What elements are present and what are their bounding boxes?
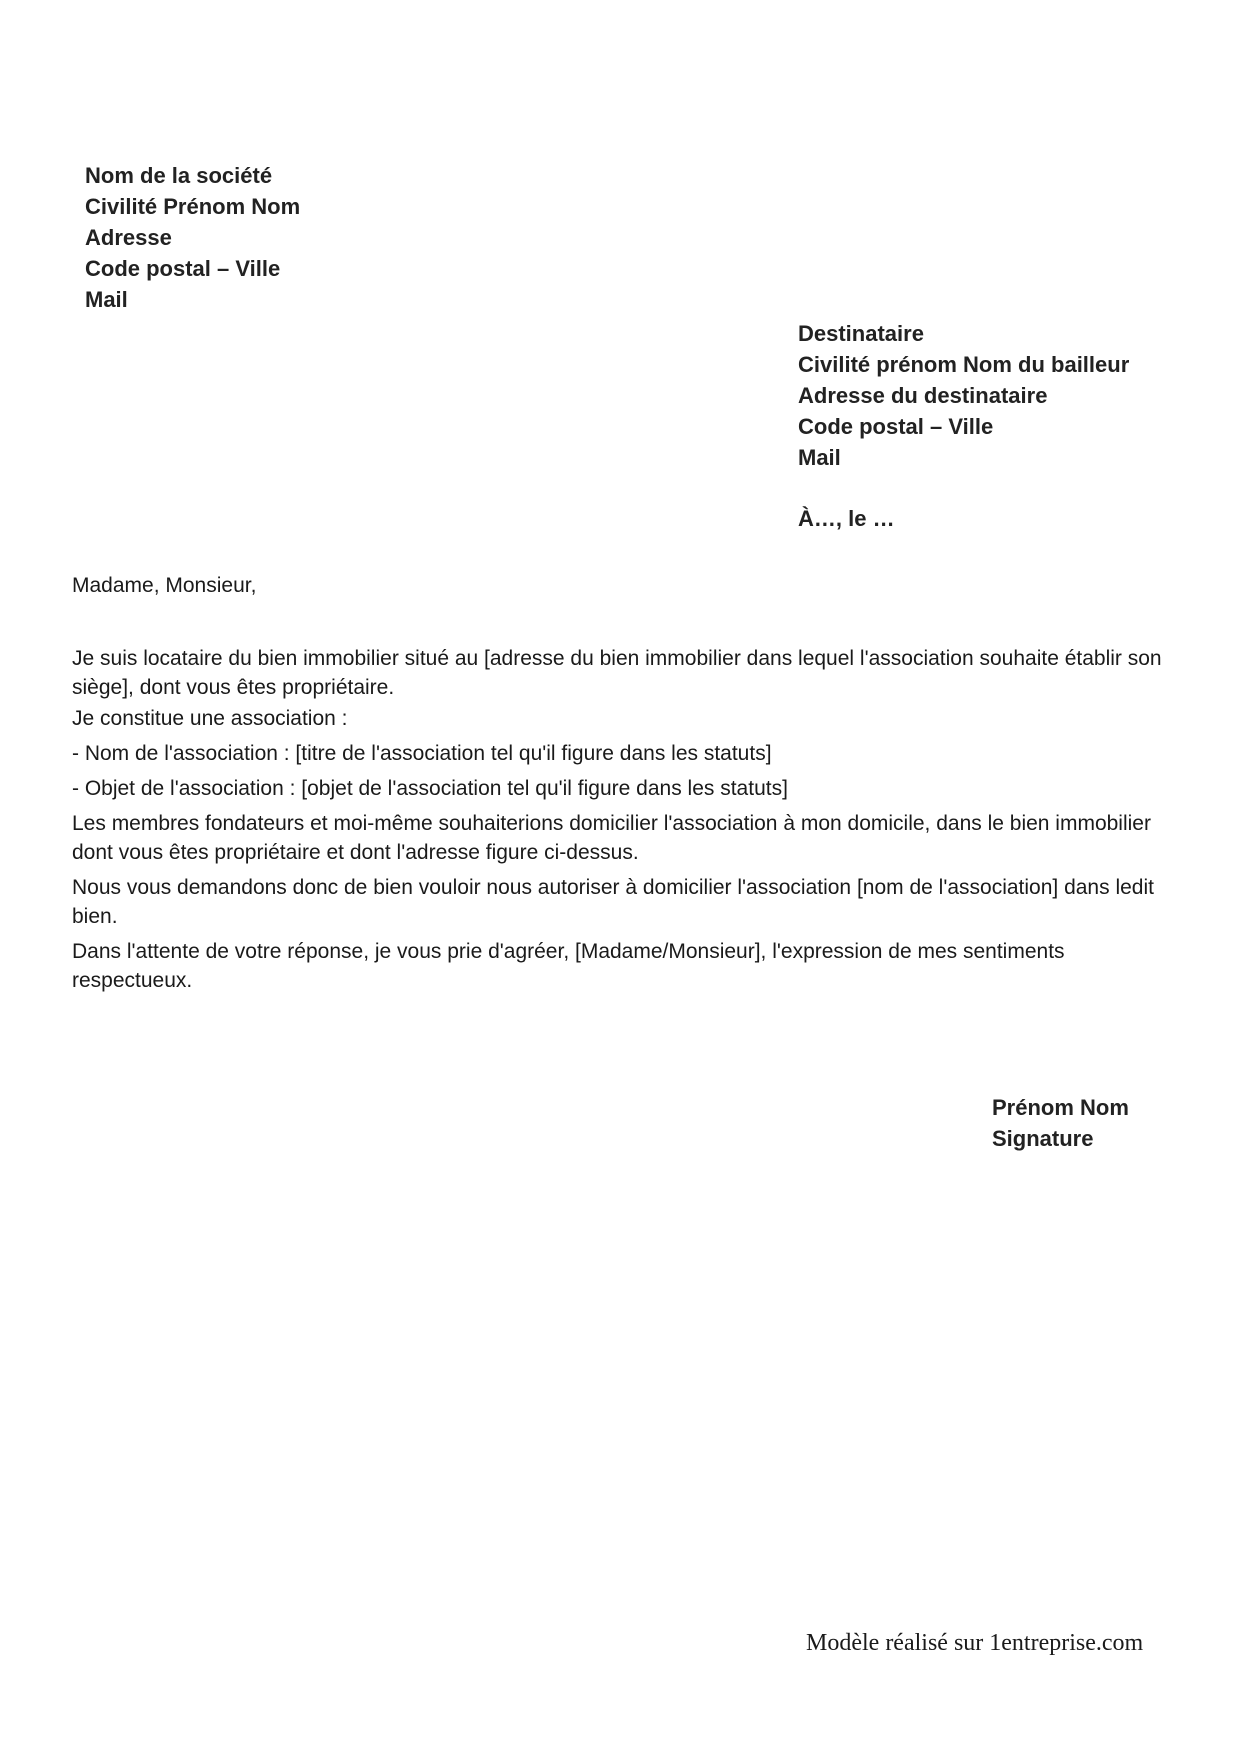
signature-label: Signature: [992, 1126, 1094, 1151]
recipient-mail: Mail: [798, 445, 841, 470]
paragraph-association-intro: Je constitue une association :: [72, 707, 348, 730]
salutation: Madame, Monsieur,: [72, 574, 257, 597]
sender-mail: Mail: [85, 287, 128, 312]
list-item-association-object: - Objet de l'association : [objet de l'association tel qu'il figure dans les statuts]: [72, 777, 788, 800]
list-item-association-name: - Nom de l'association : [titre de l'association tel qu'il figure dans les statuts]: [72, 742, 772, 765]
paragraph-tenant: Je suis locataire du bien immobilier situé au [adresse du bien immobilier dans lequel l'association souhaite établir son siège], dont vous êtes propriétaire.: [72, 647, 1162, 699]
signature-block: [992, 1092, 1129, 1154]
place-date-line: À…, le …: [798, 506, 895, 531]
sender-block: [85, 160, 300, 315]
sender-city: Code postal – Ville: [85, 256, 281, 281]
recipient-address: Adresse du destinataire: [798, 383, 1048, 408]
sender-company: Nom de la société: [85, 163, 273, 188]
recipient-block: [798, 318, 1129, 473]
recipient-city: Code postal – Ville: [798, 414, 994, 439]
letter-body: [72, 571, 1172, 997]
recipient-label: Destinataire: [798, 321, 924, 346]
footer-credit: Modèle réalisé sur 1entreprise.com: [806, 1630, 1144, 1656]
sender-address: Adresse: [85, 225, 172, 250]
paragraph-request: Nous vous demandons donc de bien vouloir nous autoriser à domicilier l'association [nom de l'association] dans ledit bien.: [72, 876, 1154, 928]
paragraph-domiciliation: Les membres fondateurs et moi-même souhaiterions domicilier l'association à mon domicile, dans le bien immobilier dont vous êtes propriétaire et dont l'adresse figure ci-dessus.: [72, 812, 1151, 864]
signature-name: Prénom Nom: [992, 1095, 1129, 1120]
sender-name: Civilité Prénom Nom: [85, 194, 301, 219]
paragraph-closing: Dans l'attente de votre réponse, je vous prie d'agréer, [Madame/Monsieur], l'expression de mes sentiments respectueux.: [72, 940, 1065, 992]
recipient-name: Civilité prénom Nom du bailleur: [798, 352, 1130, 377]
